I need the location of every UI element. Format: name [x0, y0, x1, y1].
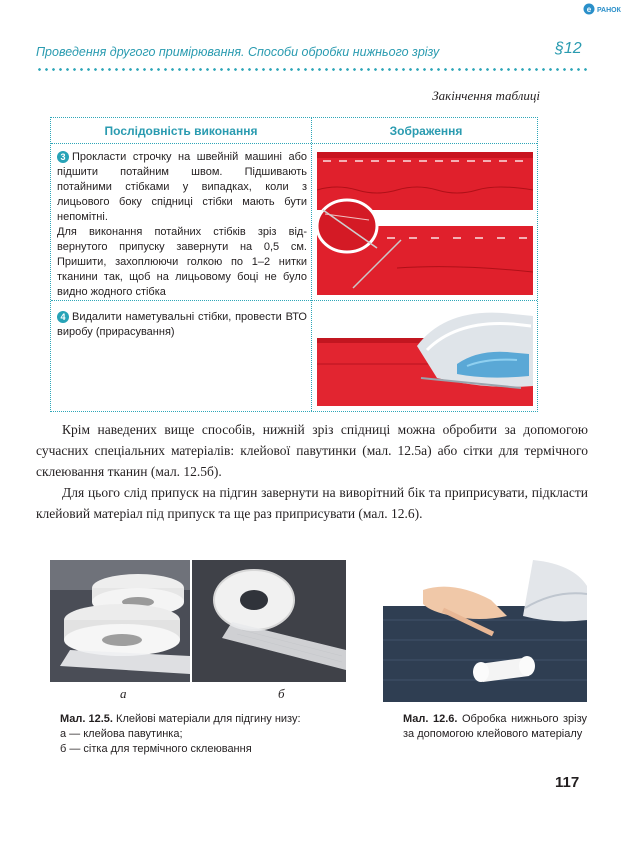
table-column-divider	[311, 118, 312, 411]
figure-12-6-label: Мал. 12.6.	[403, 713, 458, 725]
page-number: 117	[555, 774, 580, 791]
blind-stitch-photo	[317, 148, 533, 295]
table-row-divider	[51, 300, 537, 301]
figure-letter-a: а	[120, 686, 127, 701]
table-caption: Закінчення таблиці	[432, 88, 540, 103]
ironing-photo	[317, 306, 533, 406]
figure-12-5-title: Клейові матеріали для підгину низу:	[116, 713, 301, 725]
figure-letter-b: б	[278, 686, 285, 701]
publisher-logo	[583, 2, 633, 16]
table-row-step-4	[57, 310, 307, 340]
step-3-text: Прокласти строчку на швейній машині або підшити потайним швом. Підшивають потайними стібками у випадках, коли з лицьового боку спідниці стібки мають бути непомітні.	[57, 151, 307, 223]
fusible-web-photo	[50, 560, 190, 682]
svg-text:e: e	[586, 5, 592, 14]
dotted-divider	[36, 68, 588, 71]
figure-12-5-label: Мал. 12.5.	[60, 713, 113, 725]
table-row-step-3	[57, 150, 307, 300]
svg-text:РАНОК: РАНОК	[597, 7, 621, 14]
figure-12-5-a: а — клейова павутинка;	[60, 728, 183, 740]
section-number: §12	[555, 40, 582, 57]
procedure-table	[50, 117, 538, 412]
step-3-text-continued: Для виконання потайних стібків зріз відвернутого припуску завернути на 0,5 см. Пришити, захоплюючи голкою по 1–2 нитки тканини так, щоб на лицьовому боці не було видно жодного стібка	[57, 226, 307, 298]
running-head: Проведення другого примірювання. Способи обробки нижнього зрізу	[36, 45, 440, 59]
paragraph-2: Для цього слід припуск на підгин завернути на виворітний бік та приприсувати, підкласти клейовий матеріал під припуск та ще раз приприсувати (мал. 12.6).	[36, 485, 588, 521]
table-header-divider	[51, 143, 537, 144]
figure-12-6-caption	[403, 712, 587, 742]
figure-12-5-b: б — сітка для термічного склеювання	[60, 743, 252, 755]
step-4-text: Видалити наметувальні стібки, провести ВТО виробу (прирасування)	[57, 311, 307, 338]
paragraph-1: Крім наведених вище способів, нижній зріз спідниці можна обробити за допомогою сучасних спеціальних матеріалів: клейової павутинки (мал. 12.5а) або сітки для термічного склеювання тканин (мал. 12.5б).	[36, 422, 588, 479]
body-text	[36, 419, 588, 524]
figure-12-6-text: Обробка нижнього зрізу за допомогою клейового матеріалу	[403, 713, 588, 740]
fusing-demo-photo	[383, 560, 587, 702]
column-header-sequence: Послідовність виконання	[104, 124, 258, 138]
step-number-badge: 3	[57, 151, 69, 163]
thermal-mesh-photo	[192, 560, 346, 682]
column-header-image: Зображення	[389, 124, 463, 138]
step-number-badge: 4	[57, 311, 69, 323]
figure-12-5-caption	[60, 712, 360, 757]
